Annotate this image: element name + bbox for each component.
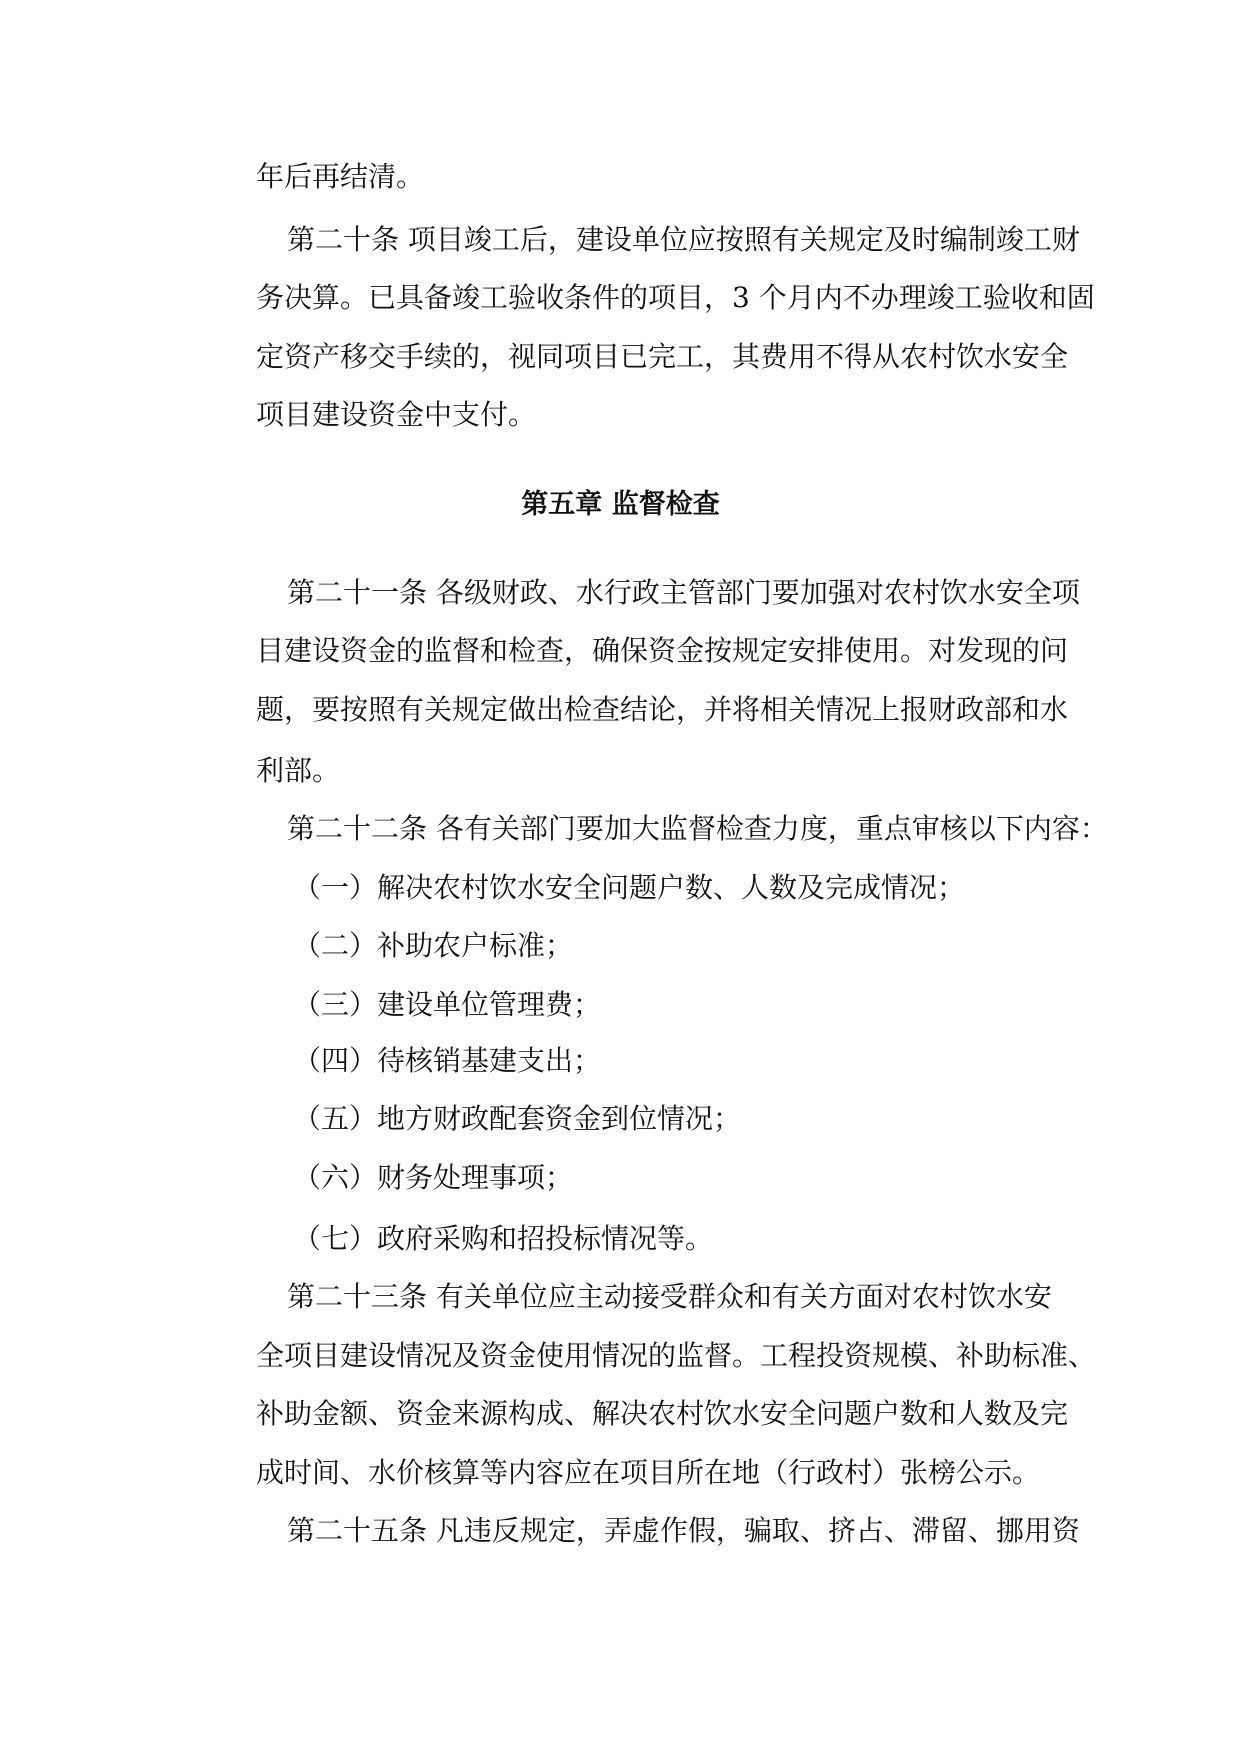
list-item: （六）财务处理事项； — [293, 1161, 574, 1194]
article-20-line: 定资产移交手续的，视同项目已完工，其费用不得从农村饮水安全 — [256, 340, 1069, 373]
list-item: （四）待核销基建支出； — [293, 1044, 602, 1077]
article-22: 第二十二条 各有关部门要加大监督检查力度，重点审核以下内容： — [287, 812, 1108, 845]
article-23-line: 补助金额、资金来源构成、解决农村饮水安全问题户数和人数及完 — [256, 1397, 1069, 1430]
article-21-line: 第二十一条 各级财政、水行政主管部门要加强对农村饮水安全项 — [287, 576, 1080, 609]
article-20-line: 第二十条 项目竣工后，建设单位应按照有关规定及时编制竣工财 — [287, 223, 1080, 256]
article-23-line: 第二十三条 有关单位应主动接受群众和有关方面对农村饮水安 — [287, 1280, 1052, 1313]
article-21-line: 利部。 — [256, 754, 341, 787]
list-item: （二）补助农户标准； — [293, 929, 574, 962]
article-21-line: 目建设资金的监督和检查，确保资金按规定安排使用。对发现的问 — [256, 634, 1069, 667]
article-20-line: 项目建设资金中支付。 — [256, 398, 537, 431]
chapter-heading: 第五章 监督检查 — [521, 489, 720, 520]
paragraph-line: 年后再结清。 — [256, 160, 425, 193]
article-21-line: 题，要按照有关规定做出检查结论，并将相关情况上报财政部和水 — [256, 693, 1069, 726]
article-25-line: 第二十五条 凡违反规定，弄虚作假，骗取、挤占、滞留、挪用资 — [287, 1514, 1080, 1547]
list-item: （三）建设单位管理费； — [293, 988, 602, 1021]
article-20-line: 务决算。已具备竣工验收条件的项目，3 个月内不办理竣工验收和固 — [256, 281, 1095, 314]
list-item: （一）解决农村饮水安全问题户数、人数及完成情况； — [293, 871, 966, 904]
article-23-line: 全项目建设情况及资金使用情况的监督。工程投资规模、补助标准、 — [256, 1339, 1097, 1372]
list-item: （七）政府采购和招投标情况等。 — [293, 1222, 714, 1255]
article-23-line: 成时间、水价核算等内容应在项目所在地（行政村）张榜公示。 — [256, 1456, 1041, 1489]
list-item: （五）地方财政配套资金到位情况； — [293, 1102, 742, 1135]
